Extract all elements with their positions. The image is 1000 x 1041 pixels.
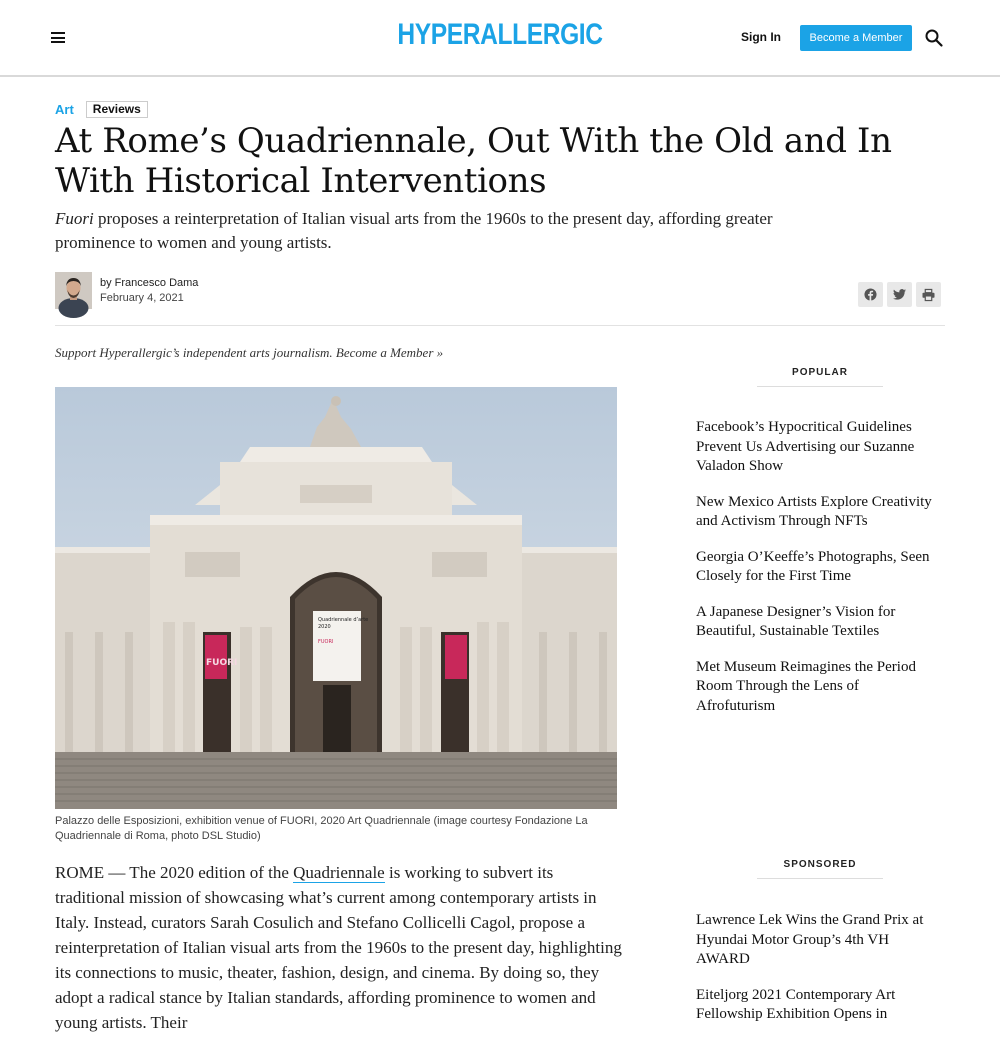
- article-tags: [55, 101, 148, 118]
- sponsored-item[interactable]: Lawrence Lek Wins the Grand Prix at Hyundai Motor Group’s 4th VH AWARD: [696, 912, 924, 967]
- article-dek: [55, 207, 795, 255]
- header-divider: [55, 325, 945, 326]
- popular-heading: POPULAR: [757, 367, 883, 387]
- banner-center-line-3: FUORI: [318, 639, 334, 645]
- popular-item[interactable]: Georgia O’Keeffe’s Photographs, Seen Closely for the First Time: [696, 548, 930, 584]
- print-button[interactable]: [916, 282, 941, 307]
- site-header: [0, 0, 1000, 77]
- popular-item[interactable]: Met Museum Reimagines the Period Room Through the Lens of Afrofuturism: [696, 658, 916, 714]
- body-intro: ROME — The 2020 edition of the: [55, 863, 294, 882]
- support-message[interactable]: Support Hyperallergic’s independent arts journalism. Become a Member »: [55, 345, 444, 360]
- sponsored-heading: SPONSORED: [757, 859, 883, 879]
- section-badge[interactable]: Reviews: [86, 101, 148, 118]
- author-avatar[interactable]: [55, 272, 92, 309]
- publish-date: February 4, 2021: [100, 292, 184, 304]
- print-icon: [922, 289, 935, 301]
- dek-text: proposes a reinterpretation of Italian visual arts from the 1960s to the present day, affording greater prominence to women and young artists.: [55, 209, 773, 252]
- popular-item[interactable]: Facebook’s Hypocritical Guidelines Prevent Us Advertising our Suzanne Valadon Show: [696, 419, 915, 474]
- article-title: At Rome’s Quadriennale, Out With the Old and In With Historical Interventions: [55, 121, 892, 201]
- share-facebook-button[interactable]: [858, 282, 883, 307]
- sponsored-item[interactable]: Eiteljorg 2021 Contemporary Art Fellowship Exhibition Opens in: [696, 986, 896, 1022]
- sponsored-list: [696, 911, 941, 1041]
- image-caption: Palazzo delle Esposizioni, exhibition venue of FUORI, 2020 Art Quadriennale (image courtesy Fondazione La Quadriennale di Roma, photo DSL Studio): [55, 815, 588, 842]
- banner-center-line-2: 2020: [318, 624, 331, 630]
- hero-image: [55, 387, 617, 809]
- category-link[interactable]: Art: [55, 102, 74, 117]
- author-byline[interactable]: by Francesco Dama: [100, 277, 199, 289]
- search-icon[interactable]: [925, 29, 943, 47]
- body-rest: is working to subvert its traditional mission of showcasing what’s current among contemporary artists in Italy. Instead, curators Sarah Cosulich and Stefano Collicelli Cagol, propose a reinterpretation of Italian visual arts from the 1960s to the present day, highlighting its connections to music, theater, fashion, design, and cinema. By doing so, they adopt a radical stance by Italian standards, affording prominence to women and young artists. Their: [55, 863, 622, 1032]
- quadriennale-link[interactable]: Quadriennale: [293, 863, 385, 882]
- share-twitter-button[interactable]: [887, 282, 912, 307]
- twitter-icon: [893, 289, 906, 300]
- dek-emphasis: Fuori: [55, 209, 94, 228]
- become-member-button[interactable]: Become a Member: [800, 25, 912, 51]
- article-body: [55, 860, 625, 1035]
- facebook-icon: [864, 288, 877, 301]
- menu-icon[interactable]: [51, 32, 65, 43]
- popular-item[interactable]: A Japanese Designer’s Vision for Beautiful, Sustainable Textiles: [696, 603, 896, 639]
- sign-in-link[interactable]: Sign In: [741, 30, 781, 44]
- popular-item[interactable]: New Mexico Artists Explore Creativity and Activism Through NFTs: [696, 493, 932, 529]
- popular-list: [696, 418, 941, 732]
- banner-center-line-1: Quadriennale d’arte: [318, 617, 369, 623]
- site-logo[interactable]: HYPERALLERGIC: [397, 18, 603, 51]
- banner-left-text: FUORI: [206, 658, 238, 668]
